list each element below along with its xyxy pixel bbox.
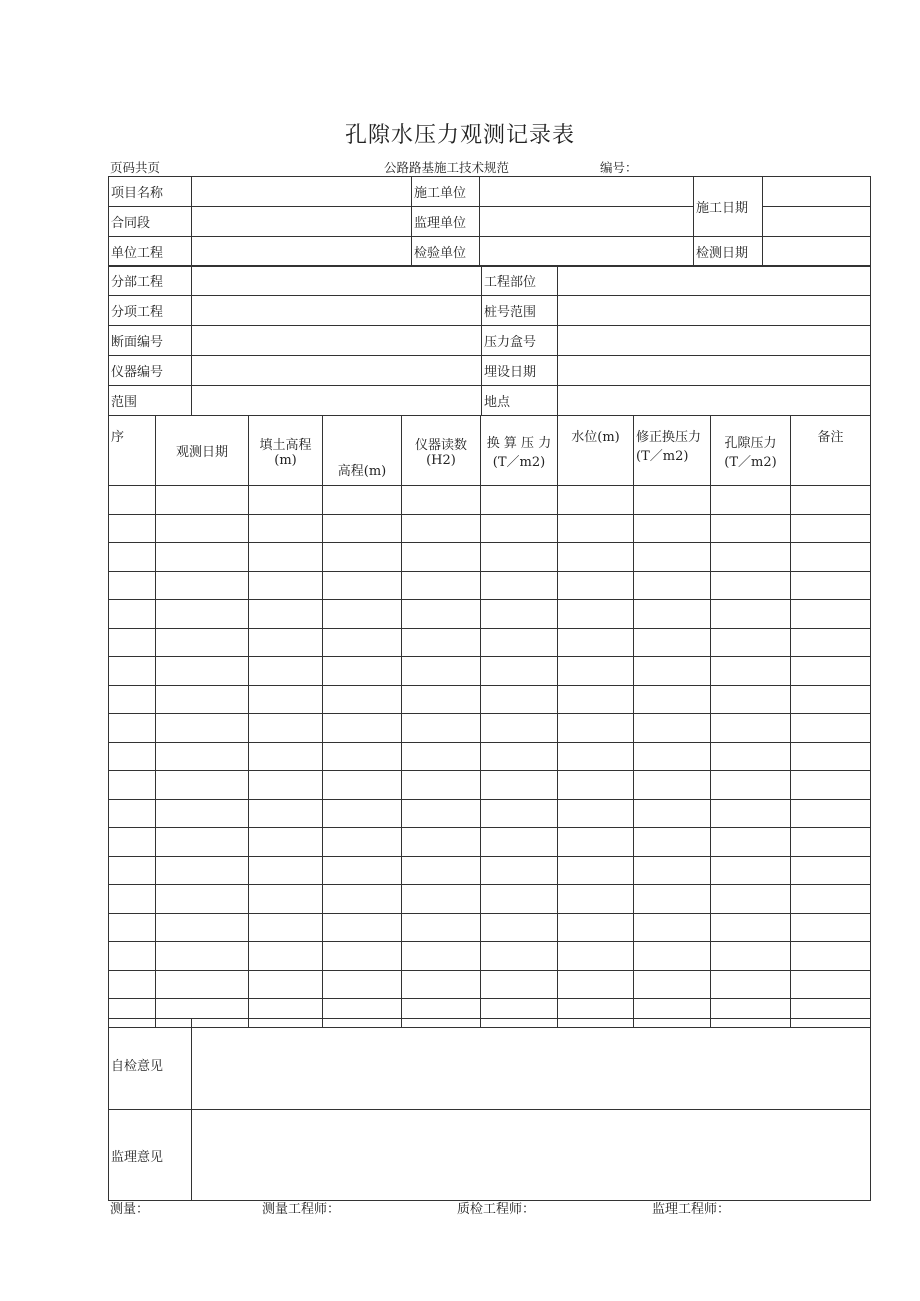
table-cell[interactable]	[791, 742, 871, 771]
table-cell[interactable]	[323, 657, 402, 686]
table-cell[interactable]	[156, 714, 249, 743]
table-cell[interactable]	[481, 657, 558, 686]
footer-supervision-engineer: 监理工程师：	[652, 1202, 731, 1217]
table-cell[interactable]	[249, 970, 323, 999]
table-cell[interactable]	[323, 571, 402, 600]
table-cell[interactable]	[634, 771, 711, 800]
table-row	[109, 771, 871, 800]
table-cell[interactable]	[558, 771, 634, 800]
table-cell[interactable]	[156, 771, 249, 800]
table-cell[interactable]	[791, 942, 871, 971]
table-row	[109, 913, 871, 942]
info2-field-left[interactable]	[192, 386, 482, 416]
table-cell[interactable]	[711, 885, 791, 914]
info2-field-left[interactable]	[192, 296, 482, 326]
table-cell[interactable]	[109, 486, 156, 515]
table-cell[interactable]	[156, 543, 249, 572]
col-fill-height-header	[249, 416, 323, 486]
table-cell[interactable]	[558, 628, 634, 657]
table-cell[interactable]	[634, 600, 711, 629]
table-cell[interactable]	[481, 571, 558, 600]
col-fill-unit: (m)	[274, 452, 297, 468]
table-cell[interactable]	[711, 742, 791, 771]
supervision-opinion-label: 监理意见	[109, 1110, 192, 1201]
table-cell[interactable]	[109, 742, 156, 771]
construction-date-field[interactable]	[763, 177, 871, 207]
info2-field-right[interactable]	[558, 326, 871, 356]
table-cell[interactable]	[156, 514, 249, 543]
table-cell[interactable]	[323, 628, 402, 657]
table-cell[interactable]	[711, 828, 791, 857]
table-cell[interactable]	[109, 828, 156, 857]
table-cell[interactable]	[249, 742, 323, 771]
table-cell[interactable]	[558, 885, 634, 914]
col-corrected-label: 修正换压力	[636, 430, 702, 445]
table-cell[interactable]	[249, 885, 323, 914]
table-cell[interactable]	[109, 657, 156, 686]
table-cell[interactable]	[402, 600, 481, 629]
table-row	[109, 799, 871, 828]
table-cell[interactable]	[249, 771, 323, 800]
table-cell[interactable]	[481, 942, 558, 971]
info2-label-left: 分部工程	[109, 266, 192, 296]
spec-label: 公路路基施工技术规范	[384, 160, 510, 175]
contract-section-field[interactable]	[192, 207, 412, 237]
project-name-field[interactable]	[192, 177, 412, 207]
table-cell[interactable]	[481, 514, 558, 543]
table-cell[interactable]	[249, 714, 323, 743]
table-cell[interactable]	[156, 970, 249, 999]
table-cell[interactable]	[402, 828, 481, 857]
col-reading-unit: (H2)	[426, 452, 456, 468]
table-cell[interactable]	[791, 885, 871, 914]
table-cell[interactable]	[156, 685, 249, 714]
table-cell[interactable]	[791, 685, 871, 714]
table-cell[interactable]	[402, 628, 481, 657]
observation-rows	[109, 486, 871, 1028]
table-cell[interactable]	[402, 514, 481, 543]
table-cell[interactable]	[109, 856, 156, 885]
table-cell[interactable]	[711, 486, 791, 515]
table-cell[interactable]	[481, 714, 558, 743]
table-cell[interactable]	[711, 771, 791, 800]
table-cell[interactable]	[156, 600, 249, 629]
table-cell[interactable]	[249, 856, 323, 885]
table-cell[interactable]	[249, 913, 323, 942]
table-cell[interactable]	[402, 942, 481, 971]
table-cell[interactable]	[249, 828, 323, 857]
self-check-label: 自检意见	[109, 1019, 192, 1110]
table-cell[interactable]	[323, 885, 402, 914]
table-cell[interactable]	[791, 486, 871, 515]
table-cell[interactable]	[481, 799, 558, 828]
table-cell[interactable]	[711, 600, 791, 629]
table-cell[interactable]	[402, 856, 481, 885]
table-cell[interactable]	[634, 571, 711, 600]
table-cell[interactable]	[481, 543, 558, 572]
supervision-unit-field[interactable]	[480, 207, 694, 237]
col-corrected-unit: (T／m2)	[636, 449, 689, 464]
table-cell[interactable]	[558, 970, 634, 999]
supervision-opinion-field[interactable]	[192, 1110, 871, 1201]
opinion-table	[108, 1018, 871, 1201]
table-cell[interactable]	[634, 913, 711, 942]
table-cell[interactable]	[156, 628, 249, 657]
table-cell[interactable]	[711, 942, 791, 971]
info2-label-right: 工程部位	[482, 266, 558, 296]
table-cell[interactable]	[791, 856, 871, 885]
table-cell[interactable]	[481, 600, 558, 629]
table-cell[interactable]	[791, 828, 871, 857]
table-cell[interactable]	[323, 771, 402, 800]
col-pore-unit: (T／m2)	[724, 454, 777, 470]
table-cell[interactable]	[558, 942, 634, 971]
table-cell[interactable]	[402, 913, 481, 942]
info2-label-left: 断面编号	[109, 326, 192, 356]
table-cell[interactable]	[558, 799, 634, 828]
col-pore-label: 孔隙压力	[724, 435, 777, 451]
info2-field-right[interactable]	[558, 356, 871, 386]
info2-label-left: 仪器编号	[109, 356, 192, 386]
table-cell[interactable]	[791, 799, 871, 828]
info2-label-right: 桩号范围	[482, 296, 558, 326]
table-cell[interactable]	[109, 714, 156, 743]
table-cell[interactable]	[634, 970, 711, 999]
contract-section-label: 合同段	[109, 207, 192, 237]
number-label: 编号：	[600, 160, 638, 175]
table-cell[interactable]	[711, 543, 791, 572]
table-cell[interactable]	[791, 514, 871, 543]
table-cell[interactable]	[791, 714, 871, 743]
info2-field-right[interactable]	[558, 266, 871, 296]
table-cell[interactable]	[481, 885, 558, 914]
table-cell[interactable]	[109, 685, 156, 714]
table-cell[interactable]	[323, 970, 402, 999]
table-row	[109, 885, 871, 914]
table-cell[interactable]	[402, 714, 481, 743]
supervision-unit-label: 监理单位	[412, 207, 480, 237]
table-row	[109, 942, 871, 971]
table-cell[interactable]	[402, 571, 481, 600]
construction-date-field-2[interactable]	[763, 207, 871, 237]
table-cell[interactable]	[156, 486, 249, 515]
table-cell[interactable]	[481, 628, 558, 657]
table-cell[interactable]	[402, 970, 481, 999]
table-cell[interactable]	[323, 828, 402, 857]
table-cell[interactable]	[323, 486, 402, 515]
table-cell[interactable]	[402, 657, 481, 686]
col-water-level-header: 水位(m)	[558, 416, 634, 486]
table-cell[interactable]	[634, 799, 711, 828]
col-remark-header: 备注	[791, 416, 871, 486]
table-cell[interactable]	[109, 799, 156, 828]
table-cell[interactable]	[558, 714, 634, 743]
footer-qc-engineer: 质检工程师：	[457, 1202, 536, 1217]
table-cell[interactable]	[711, 970, 791, 999]
table-cell[interactable]	[249, 628, 323, 657]
table-row	[109, 970, 871, 999]
table-cell[interactable]	[402, 885, 481, 914]
table-cell[interactable]	[402, 543, 481, 572]
table-row	[109, 714, 871, 743]
footer-measure: 测量：	[110, 1202, 150, 1217]
table-cell[interactable]	[323, 742, 402, 771]
table-cell[interactable]	[711, 628, 791, 657]
construction-unit-label: 施工单位	[412, 177, 480, 207]
table-cell[interactable]	[558, 514, 634, 543]
table-cell[interactable]	[323, 913, 402, 942]
col-converted-label: 换 算 压 力	[486, 435, 552, 451]
info2-field-left[interactable]	[192, 326, 482, 356]
self-check-field[interactable]	[192, 1019, 871, 1110]
table-row	[109, 828, 871, 857]
table-cell[interactable]	[634, 714, 711, 743]
info2-field-right[interactable]	[558, 296, 871, 326]
table-cell[interactable]	[323, 799, 402, 828]
table-cell[interactable]	[634, 657, 711, 686]
inspection-date-label: 检测日期	[694, 237, 763, 267]
table-cell[interactable]	[711, 913, 791, 942]
table-cell[interactable]	[323, 714, 402, 743]
col-pore-pressure-header	[711, 416, 791, 486]
table-cell[interactable]	[323, 856, 402, 885]
table-cell[interactable]	[249, 543, 323, 572]
info2-label-right: 压力盒号	[482, 326, 558, 356]
table-cell[interactable]	[634, 856, 711, 885]
table-cell[interactable]	[711, 514, 791, 543]
table-cell[interactable]	[249, 486, 323, 515]
construction-date-label: 施工日期	[694, 177, 763, 237]
col-fill-label: 填土高程	[259, 437, 312, 453]
table-row	[109, 628, 871, 657]
info2-label-left: 分项工程	[109, 296, 192, 326]
table-cell[interactable]	[558, 600, 634, 629]
table-cell[interactable]	[791, 771, 871, 800]
table-row	[109, 543, 871, 572]
info2-label-right: 地点	[482, 386, 558, 416]
table-cell[interactable]	[109, 913, 156, 942]
info2-field-left[interactable]	[192, 356, 482, 386]
project-info-table	[108, 176, 871, 267]
table-cell[interactable]	[109, 514, 156, 543]
table-cell[interactable]	[109, 628, 156, 657]
table-cell[interactable]	[634, 628, 711, 657]
inspection-unit-field[interactable]	[480, 237, 694, 267]
col-converted-pressure-header	[481, 416, 558, 486]
table-cell[interactable]	[156, 885, 249, 914]
table-cell[interactable]	[634, 828, 711, 857]
table-cell[interactable]	[156, 828, 249, 857]
col-reading-label: 仪器读数	[414, 437, 467, 453]
table-cell[interactable]	[481, 742, 558, 771]
col-date-header	[156, 416, 249, 486]
table-cell[interactable]	[558, 856, 634, 885]
table-cell[interactable]	[156, 657, 249, 686]
page-count-label: 页码共页	[110, 160, 161, 175]
table-cell[interactable]	[791, 657, 871, 686]
table-row	[109, 600, 871, 629]
table-row	[109, 514, 871, 543]
table-cell[interactable]	[109, 885, 156, 914]
table-cell[interactable]	[558, 742, 634, 771]
table-cell[interactable]	[402, 771, 481, 800]
project-name-label: 项目名称	[109, 177, 192, 207]
table-cell[interactable]	[791, 628, 871, 657]
table-cell[interactable]	[323, 543, 402, 572]
table-cell[interactable]	[711, 657, 791, 686]
table-cell[interactable]	[156, 571, 249, 600]
table-cell[interactable]	[481, 970, 558, 999]
table-cell[interactable]	[558, 571, 634, 600]
col-converted-unit: (T／m2)	[492, 454, 546, 470]
info2-label-left: 范围	[109, 386, 192, 416]
table-cell[interactable]	[711, 799, 791, 828]
table-cell[interactable]	[109, 600, 156, 629]
table-cell[interactable]	[711, 856, 791, 885]
table-cell[interactable]	[249, 799, 323, 828]
table-cell[interactable]	[481, 771, 558, 800]
col-reading-header	[402, 416, 481, 486]
inspection-unit-label: 检验单位	[412, 237, 480, 267]
table-cell[interactable]	[156, 942, 249, 971]
table-cell[interactable]	[156, 799, 249, 828]
table-row	[109, 685, 871, 714]
table-cell[interactable]	[156, 913, 249, 942]
info2-field-left[interactable]	[192, 266, 482, 296]
table-cell[interactable]	[711, 685, 791, 714]
footer-measure-engineer: 测量工程师：	[262, 1202, 341, 1217]
table-cell[interactable]	[249, 571, 323, 600]
table-row	[109, 742, 871, 771]
table-cell[interactable]	[481, 685, 558, 714]
table-cell[interactable]	[402, 685, 481, 714]
unit-project-field[interactable]	[192, 237, 412, 267]
col-elevation-header: 高程(m)	[323, 416, 402, 486]
table-cell[interactable]	[558, 685, 634, 714]
table-cell[interactable]	[791, 970, 871, 999]
table-cell[interactable]	[402, 742, 481, 771]
table-cell[interactable]	[249, 657, 323, 686]
table-cell[interactable]	[634, 514, 711, 543]
table-cell[interactable]	[558, 486, 634, 515]
col-date-label: 观测日期	[175, 445, 228, 460]
table-row	[109, 486, 871, 515]
table-cell[interactable]	[249, 685, 323, 714]
table-cell[interactable]	[634, 942, 711, 971]
table-cell[interactable]	[156, 856, 249, 885]
table-cell[interactable]	[109, 771, 156, 800]
table-cell[interactable]	[791, 600, 871, 629]
unit-project-label: 单位工程	[109, 237, 192, 267]
inspection-date-field[interactable]	[763, 237, 871, 267]
table-cell[interactable]	[791, 571, 871, 600]
table-cell[interactable]	[634, 685, 711, 714]
table-cell[interactable]	[558, 913, 634, 942]
table-cell[interactable]	[109, 970, 156, 999]
table-cell[interactable]	[249, 514, 323, 543]
page-title: 孔隙水压力观测记录表	[344, 123, 575, 148]
table-row	[109, 657, 871, 686]
table-cell[interactable]	[558, 657, 634, 686]
col-corrected-pressure-header	[634, 416, 711, 486]
section-info-table	[108, 265, 871, 416]
table-cell[interactable]	[791, 543, 871, 572]
table-cell[interactable]	[323, 514, 402, 543]
table-cell[interactable]	[323, 942, 402, 971]
construction-unit-field[interactable]	[480, 177, 694, 207]
table-cell[interactable]	[249, 942, 323, 971]
observation-table	[108, 415, 871, 1028]
table-cell[interactable]	[323, 685, 402, 714]
table-cell[interactable]	[558, 543, 634, 572]
table-cell[interactable]	[634, 742, 711, 771]
table-cell[interactable]	[402, 486, 481, 515]
table-cell[interactable]	[481, 486, 558, 515]
table-cell[interactable]	[109, 942, 156, 971]
table-cell[interactable]	[249, 600, 323, 629]
table-cell[interactable]	[634, 885, 711, 914]
table-cell[interactable]	[109, 571, 156, 600]
table-cell[interactable]	[481, 856, 558, 885]
table-cell[interactable]	[634, 486, 711, 515]
table-cell[interactable]	[791, 913, 871, 942]
info2-field-right[interactable]	[558, 386, 871, 416]
table-cell[interactable]	[481, 913, 558, 942]
table-cell[interactable]	[634, 543, 711, 572]
info2-label-right: 埋设日期	[482, 356, 558, 386]
table-row	[109, 856, 871, 885]
table-cell[interactable]	[402, 799, 481, 828]
table-cell[interactable]	[156, 742, 249, 771]
table-cell[interactable]	[323, 600, 402, 629]
table-cell[interactable]	[481, 828, 558, 857]
table-cell[interactable]	[558, 828, 634, 857]
table-cell[interactable]	[109, 543, 156, 572]
col-seq-header: 序	[109, 416, 156, 486]
table-cell[interactable]	[711, 714, 791, 743]
table-row	[109, 571, 871, 600]
table-cell[interactable]	[711, 571, 791, 600]
